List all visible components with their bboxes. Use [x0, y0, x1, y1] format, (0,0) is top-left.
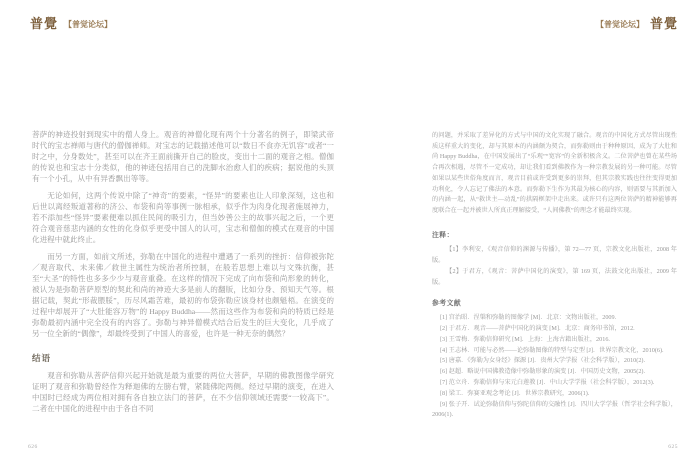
reference-item: [6] 赵超．略说中国佛教造像中弥勒形象的演变 [J]．中国历史文物，2005(2).	[440, 368, 646, 376]
paragraph: 无论如何，这两个传说中除了“神奇”的要素，“怪异”的要素也让人印象深刻，这也和后世以离经叛道著称的济公、布袋和尚等事例一脉相承，似乎作为肉身化现者施展神力，若不添加些“怪异”要素便难以抓住民间的吸引力，但当妙善公主的故事兴起之后，一个更符合观音慈悲内涵的女性的化身似乎更受中国人的认可，宝志和僧伽的模式在观音的中国化进程中就此终止。	[32, 191, 334, 244]
references-heading: 参考文献	[432, 299, 462, 307]
reference-item: [9] 张子开．试论弥勒信仰与弥陀信仰的交融性 [J]．四川大学学报（哲学社会科学版），2006(1).	[432, 400, 677, 419]
page-number-right: 625	[668, 444, 678, 450]
reference-item: [2] 于君方．观音——菩萨中国化的演变 [M]．北京：商务印书馆，2012.	[440, 325, 635, 333]
paragraph: 而另一方面，如前文所述，弥勒在中国化的进程中遭遇了一系列的挫折：信仰被弥陀／观音取代、未来佛／救世主属性为统治者所控制，在般若思想上难以与文殊抗衡，甚至“大圣”的特性也多多少少与观音重叠。在这样的情况下完成了向布袋和尚形象的转化，被认为是弥勒菩萨原型的契此和尚的神迹大多是前人的翻版，比如分身、预知天气等。根据记载，契此“形裁腲脮”，历尽风霜苦难，最初的布袋弥勒应该身材也颇魁梧。在演变的过程中却展开了“大肚能容万物”的 Happy Buddha——然而这些作为布袋和尚的特质已经是弥勒最初内涵中完全没有的内容了。弥勒与神异僧模式结合后发生的巨大变化，几乎成了另一位全新的“偶像”，却最终受到了中国人的喜爱，也许是一种无奈的偶然？	[32, 252, 334, 338]
forum-section-label: 【普觉论坛】	[64, 20, 113, 29]
notes-heading: 注释：	[432, 231, 454, 239]
note-item: 【1】李利安，《观音信仰的渊源与传播》，第 72—77 页，宗教文化出版社，2008 年版。	[432, 246, 677, 265]
note-item: 【2】于君方，《观音：菩萨中国化的演变》，第 169 页，法鼓文化出版社，2009 年版。	[432, 267, 677, 286]
reference-item: [7] 范立舟．弥勒信仰与宋元白莲教 [J]．中山大学学报（社会科学版），2012(3).	[440, 379, 655, 386]
reference-item: [3] 王雪梅．弥勒信仰研究 [M]．上海：上海古籍出版社，2016.	[440, 335, 610, 343]
magazine-title: 普覺	[649, 16, 678, 31]
forum-section-label: 【普觉论坛】	[595, 20, 644, 29]
paragraph: 的问题，并采取了差异化的方式与中国的文化实现了融合。观音的中国化方式尽管出现性质这样重大的变化，却与其原本的内涵颇为契合，而弥勒则由于种种原因，成为了大肚和尚 Happy Buddha，在中国发展出了“乐观”“宽容”的全新积极含义。二位菩萨也曾在某些场合再次相遇，尽管不一定成功，却让我们看到佛教作为一种宗教发展的另一种可能。尽管如果以某些世俗角度而言，观音目前或许受到更多的崇拜，但其宗教实践也往往变得更加功利化，令人忘记了佛法的本意。而弥勒下生作为其最为核心的内容，则需要与其新加入的内涵一起，从“救世主—动乱”的拱隔框架中走出来。或许只有这两位菩萨的精神能够再度联合在一起并被世人所真正理解接受，“人间佛教”的理念才能最终实现。	[432, 132, 677, 214]
references-list	[432, 313, 677, 421]
magazine-title: 普覺	[30, 16, 59, 31]
conclusion-heading: 结语	[32, 353, 52, 363]
paragraph: 观音和弥勒从菩萨信仰兴起开始就是最为重要的两位大菩萨，早期的佛教图像学研究证明了观音和弥勒曾经作为释迦佛的左膀右臂，紧随佛陀两侧。经过早期的演变，在进入中国时已经成为两位相对拥有各自独立法门的菩萨，在不少信仰领域还需要“一较高下”。二者在中国化的进程中由于各自不同	[32, 371, 334, 413]
page-number-left: 626	[28, 444, 38, 450]
page-header-right	[594, 13, 678, 33]
article-body-right	[432, 131, 677, 421]
page-header-left	[30, 13, 114, 33]
reference-item: [8] 梁工．弥赛亚观念考论 [J]．世界宗教研究，2006(1).	[440, 389, 590, 397]
notes-list	[432, 245, 677, 288]
reference-item: [1] 宫治昭．涅槃和弥勒的图像学 [M]．北京：文物出版社，2009.	[440, 314, 617, 322]
reference-item: [5] 唐嘉．《弥勒为女身经》探源 [J]．贵州大学学报（社会科学版），2010(2).	[440, 357, 646, 365]
article-body-left	[32, 129, 334, 420]
paragraph: 菩萨的神迹投射到现实中的僧人身上。观音的神僧化现有两个十分著名的例子，即梁武帝时代的宝志禅师与唐代的僧伽禅师。对宝志的记载描述他可以“数日不食亦无饥容”或者“一时之中，分身数处”，甚至可以在齐王面前撕开自己的脸皮，变出十二面的观音之相。僧伽的传说也和宝志十分类似，他的神迹包括用自己的洗脚水治愈人们的疾病；据说他的头顶有一个小孔，从中有异香飘出等等。	[32, 130, 334, 183]
reference-item: [4] 王志林．可能与必然——论弥勒图像的特型与定型 [J]．世界宗教文化，2010(6).	[440, 346, 664, 354]
